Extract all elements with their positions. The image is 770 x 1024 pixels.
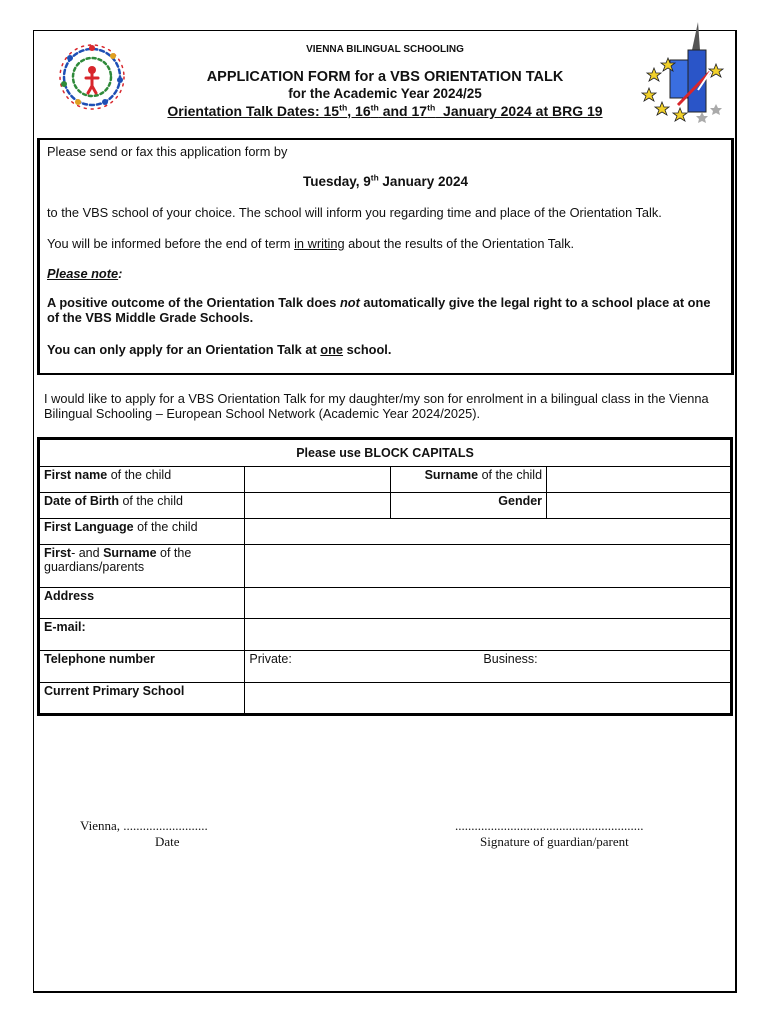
guardian-name-field[interactable] [245, 545, 732, 588]
form-title: APPLICATION FORM for a VBS ORIENTATION TALK [206, 69, 564, 85]
address-field[interactable] [245, 588, 732, 619]
outcome-warning: A positive outcome of the Orientation Talk does not automatically give the legal right to a school place at one of the VBS Middle Grade Schools. [47, 295, 711, 325]
deadline: Tuesday, 9th January 2024 [303, 172, 468, 189]
surname-field[interactable] [547, 467, 732, 493]
place-date-line: Vienna, .......................... [80, 818, 208, 833]
notice-box [37, 138, 734, 375]
email-field[interactable] [245, 619, 732, 651]
block-capitals-header: Please use BLOCK CAPITALS [39, 439, 732, 467]
guardian-name-label: First- and Surname of the guardians/parents [39, 545, 245, 588]
talk-dates: Orientation Talk Dates: 15th, 16th and 17th January 2024 at BRG 19 [167, 102, 603, 119]
school-name: VIENNA BILINGUAL SCHOOLING [306, 44, 464, 55]
first-name-field[interactable] [245, 467, 390, 493]
application-form-table [37, 437, 733, 716]
date-label: Date [155, 834, 180, 849]
primary-school-field[interactable] [245, 683, 732, 715]
email-label: E-mail: [39, 619, 245, 651]
dob-field[interactable] [245, 493, 390, 519]
first-language-field[interactable] [245, 519, 732, 545]
school-info-text: to the VBS school of your choice. The school will inform you regarding time and place of the Orientation Talk. [47, 205, 662, 220]
telephone-label: Telephone number [39, 651, 245, 683]
gender-field[interactable] [547, 493, 732, 519]
send-instruction: Please send or fax this application form by [47, 144, 288, 159]
first-name-label: First name of the child [39, 467, 245, 493]
surname-label: Surname of the child [390, 467, 546, 493]
please-note-label: Please note: [47, 266, 123, 281]
private-phone-label: Private: [249, 652, 292, 666]
business-phone-label: Business: [483, 652, 538, 666]
telephone-field[interactable] [245, 651, 732, 683]
one-school-warning: You can only apply for an Orientation Talk at one school. [47, 342, 392, 357]
primary-school-label: Current Primary School [39, 683, 245, 715]
address-label: Address [39, 588, 245, 619]
dob-label: Date of Birth of the child [39, 493, 245, 519]
result-info-text: You will be informed before the end of term in writing about the results of the Orientation Talk. [47, 236, 575, 251]
gender-label: Gender [390, 493, 546, 519]
signature-label: Signature of guardian/parent [480, 834, 629, 849]
signature-line: .......................................................... [455, 818, 644, 833]
academic-year: for the Academic Year 2024/25 [288, 86, 482, 101]
first-language-label: First Language of the child [39, 519, 245, 545]
application-statement: I would like to apply for a VBS Orientation Talk for my daughter/my son for enrolment in a bilingual class in the Vienna Bilingual Schooling – European School Network (Academic Year 2024/2025). [44, 391, 709, 421]
